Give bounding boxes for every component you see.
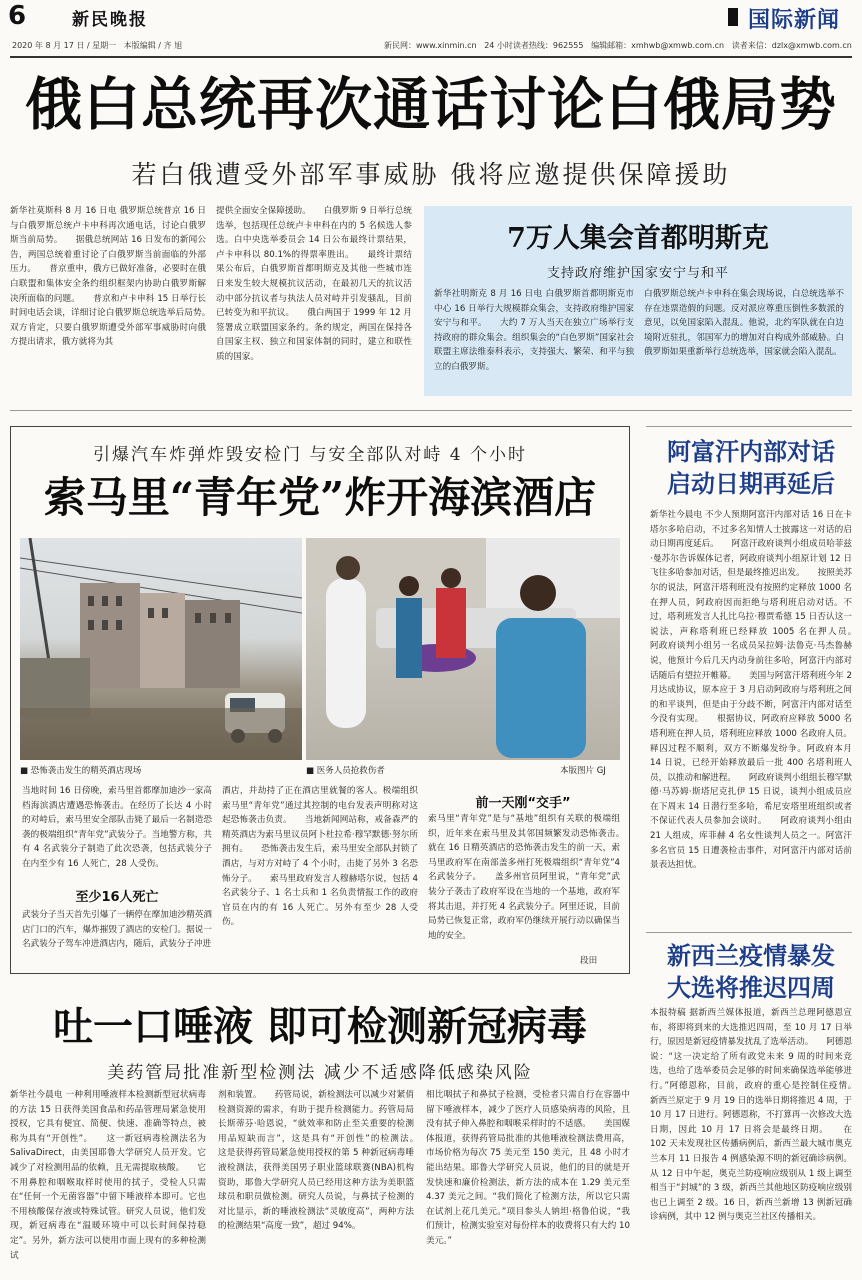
saliva-headline: 吐一口唾液 即可检测新冠病毒: [53, 1003, 587, 1050]
somalia-col3: 索马里“青年党”是与“基地”组织有关联的极端组织，近年来在索马里及其邻国频繁发动恐怖袭击。 就在 16 日精英酒店的恐怖袭击发生的前一天，索马里政府军在南部盖多州打死极端组织“青年党”4 名武装分子。 盖多州官员阿里说，“青年党”武装分子袭击了政府军设在当地的一个基地，政府军将其击退，并打死 4 名武装分子。阿里还说，目前局势已恢复正常，政府军仍继续开展行动以确保当地的安全。: [428, 814, 620, 941]
nz-article: 本报特稿 据新西兰媒体报道，新西兰总理阿德恩宣布，将即将到来的大选推迟四周，至 10 月 17 日举行，原因是新冠疫情暴发扰乱了选举活动。 阿德恩说：“这一决定给了所有政党未来 9 周的时间来竞选，也给了选举委员会足够的时间来确保选举能够进行。”阿德恩称，目前，政府的重心是控制住疫情。 新西兰原定于 9 月 19 日的选举日期将推迟 4 周，于 10 月 17 日进行。阿德恩称，不打算再一次修改大选日期，因此 10 月 17 日将会是最终日期。 在 102 天未发现社区传播病例后，新西兰最大城市奥克兰本月 11 日报告 4 例感染源不明的新冠确诊病例。从 12 日中午起，奥克兰防疫响应级别从 1 级上调至相当于“封城”的 3 级，新西兰其他地区防疫响应级别也已上调至 2 级。16 日，新西兰新增 13 例新冠确诊病例，其中 12 例与奥克兰社区传播相关。: [650, 1008, 852, 1223]
paper-name: 新民晚报: [72, 10, 148, 30]
section-divider-1: [10, 410, 852, 411]
afghan-top-rule: [646, 426, 852, 427]
date-line: 2020 年 8 月 17 日 / 星期一 本版编辑 / 齐 旭: [12, 41, 183, 50]
caption-hotel-scene: ■ 恐怖袭击发生的精英酒店现场: [20, 766, 142, 776]
subheadline-russia-belarus: 若白俄遭受外部军事威胁 俄将应邀提供保障援助: [131, 160, 731, 189]
somalia-kicker: 引爆汽车炸弹炸毁安检门 与安全部队对峙 4 个小时: [92, 445, 528, 465]
minsk-rally-subtitle: 支持政府维护国家安宁与和平: [546, 266, 729, 281]
minsk-rally-col1: 新华社明斯克 8 月 16 日电 白俄罗斯首都明斯克市中心 16 日举行大规模群众集会，支持政府维护国家安宁与和平。 大约 7 万人当天在独立广场举行支持政府的群众集会。组织集会的“白色罗斯”国家社会联盟主席法维泰科表示，支持强大、繁荣、和平与独立的白俄罗斯。: [434, 289, 634, 372]
article-russia-belarus-col2: 提供全面安全保障援助。 白俄罗斯 9 日举行总统选举，包括现任总统卢卡申科在内的 5 名候选人参选。白中央选举委员会 14 日公布最终计票结果，卢卡申科以 80.1%的得票率胜出。 最终计票结果公布后，白俄罗斯首都明斯克及其他一些城市连日来发生较大规模抗议活动，在最初几天的抗议活动中部分抗议者与执法人员对峙并引发骚乱，目前已转变为和平抗议。 俄白两国于 1999 年 12 月签署成立联盟国家条约。条约规定，两国在保持各自国家主权、独立和国家体制的同时，建立和联性质的国家。: [216, 206, 412, 362]
nz-headline: 新西兰疫情暴发大选将推迟四周: [667, 941, 835, 1002]
section-icon: [728, 8, 738, 26]
headline-russia-belarus: 俄白总统再次通话讨论白俄局势: [25, 71, 837, 138]
article-russia-belarus-col1: 新华社莫斯科 8 月 16 日电 俄罗斯总统普京 16 日与白俄罗斯总统卢卡申科再次通电话，讨论白俄罗斯当前局势。 据俄总统网站 16 日发布的新闻公告，两国总统着重讨论了白俄罗斯当前面临的外部压力。 普京重申，俄方已做好准备，必要时在俄白联盟和集体安全条约组织框架内协助白俄罗斯解决所面临的问题。 普京和卢卡申科 15 日举行长时间电话会谈，详细讨论白俄罗斯总统选举后局势。 双方肯定，只要白俄罗斯遭受外部军事威胁时向俄方提出请求，俄方就将为其: [10, 206, 206, 348]
afghan-headline: 阿富汗内部对话启动日期再延后: [667, 437, 835, 498]
somalia-col1-part2: 武装分子当天首先引爆了一辆停在摩加迪沙精英酒店门口的汽车，爆炸摧毁了酒店的安检门。据说一名武装分子驾车冲进酒店内，随后，武装分子冲进: [22, 910, 212, 950]
somalia-col2: 酒店，并劫持了正在酒店里就餐的客人。极端组织索马里“青年党”通过其控制的电台发表声明称对这起恐怖袭击负责。 当地新闻网站称，戒备森严的精英酒店为索马里议员阿卜杜拉希·穆罕默德·努尔所拥有。 恐怖袭击发生后，索马里安全部队封锁了酒店，与对方对峙了 4 个小时，击毙了另外 3 名恐怖分子。 索马里政府发言人穆赫塔尔说，包括 4 名武装分子、1 名士兵和 1 名负责情报工作的政府官员在内的有 16 人死亡。另外有至少 28 人受伤。: [222, 786, 418, 928]
caption-medics: ■ 医务人员抢救伤者: [306, 766, 385, 776]
minsk-rally-col2: 白俄罗斯总统卢卡申科在集会现场说，白总统选举不存在违票造假的问题。反对派应尊重压倒性多数派的意见，以免国家陷入混乱。他说，北约军队就在白边境附近驻扎，邻国军力的增加对白构成外部威胁。白俄罗斯如果重新举行总统选举，国家就会陷入混乱。: [644, 289, 844, 358]
page-number: 6: [8, 1, 27, 31]
photo-credit: 本版图片 GJ: [560, 766, 606, 776]
saliva-subheadline: 美药管局批准新型检测法 减少不适感降低感染风险: [107, 1063, 533, 1083]
minsk-rally-title: 7万人集会首都明斯克: [507, 223, 769, 254]
section-label: 国际新闻: [748, 8, 841, 33]
somalia-subhead-deaths: 至少16人死亡: [75, 890, 159, 905]
masthead-rule: [10, 56, 852, 58]
somalia-subhead-clash: 前一天刚“交手”: [475, 796, 571, 811]
somalia-headline: 索马里“青年党”炸开海滨酒店: [43, 473, 597, 522]
right-col-divider: [646, 932, 852, 933]
saliva-col3: 相比咽拭子和鼻拭子检测，受检者只需自行在容器中留下唾液样本，减少了医疗人员感染病毒的风险，且没有拭子伸入鼻腔和咽喉采样时的不适感。 美国媒体报道，获得药管局批准的其他唾液检测法费用高，市场价格为每次 75 美元至 150 美元，且 48 小时才能出结果。耶鲁大学研究人员说，他们的目的就是开发快速和廉价检测法，新方法的成本在 1.29 美元至 4.37 美元之间。“我们简化了检测方法，所以它只需在试剂上花几美元。”项目参头人钠坦·格鲁伯说，“我们预计，检测实验室对每份样本的收费将只有大约 10 美元。”: [426, 1090, 630, 1246]
contact-line: 新民网：www.xinmin.cn 24 小时读者热线：962555 编辑邮箱：xmhwb@xmwb.com.cn 读者来信：dzlx@xmwb.com.cn: [384, 41, 852, 50]
somalia-author: 段田: [580, 956, 598, 966]
medics-rescue-photo: [306, 538, 620, 760]
afghan-article: 新华社今晨电 不少人预期阿富汗内部对话 16 日在卡塔尔多哈启动，不过多名知情人士披露这一对话的启动日期再度延后。 阿富汗政府谈判小组成员哈菲兹·曼苏尔告诉媒体记者，阿政府谈判小组原计划 12 日飞往多哈参加对话，但是最终推迟出发。 按照美苏尔的说法，阿富汗塔利班没有按照约定释放 1000 名在押人员，阿政府因而拒绝与塔利班启动对话。不过，塔利班发言人扎比乌拉·穆贾希德 15 日否认这一说法，声称塔利班已经释放 1005 名在押人员。 阿政府谈判小组另一名成员呆拉姆·法鲁克·马杰鲁赫说，他预计今后几天内动身前往多哈，阿富汗内部对话随后有望拉开帷幕。 美国与阿富汗塔利班今年 2 月达成协议，原本应于 3 月启动阿政府与塔利班之间的和平谈判，但是由于分歧不断，阿富汗内部对话至今没有实现。 根据协议，阿政府应释放 5000 名塔利班在押人员，塔利班应释放 1000 名政府人员。释囚过程不顺利，双方不断爆发纷争。阿政府本月 14 日说，已经开始释放最后一批 400 名塔利班人员，以推动和解进程。 阿政府谈判小组组长穆罕默德·马苏姆·斯塔尼克扎伊 15 日说，谈判小组成员应在下周末 14 日潜行至多哈，希尼安塔里班组织或者不保证代表人员参加会谈时。 阿政府谈判小组由 21 人组成，库菲赫 4 名女性谈判人员之一。阿富汗多名官员 15 日遭袭检击事件，对阿富汗内部对话前景表达担忧。: [650, 510, 852, 871]
saliva-col1: 新华社今晨电 一种利用唾液样本检测新型冠状病毒的方法 15 日获得美国食品和药品管理局紧急使用授权，它具有便宜、简便、快速、准确等特点，被称为具有“开创性”。 这一新冠病毒检测法名为 SalivaDirect，由美国耶鲁大学研究人员开发。它减少了对检测用品的依赖，且无需提取核酸。 它不用鼻腔和咽喉取样时使用的拭子，受检人只需在“任何一个无菌容器”中留下唾液样本即可。它也不用核酸保存液或特殊试管。研究人员说，他们发现，新冠病毒在“温暖环境中可以长时间保持稳定”。另外，新方法可以使用市面上现有的多种检测试: [10, 1090, 206, 1261]
somalia-col1-part1: 当地时间 16 日傍晚，索马里首都摩加迪沙一家高档海滨酒店遭遇恐怖袭击。在经历了长达 4 小时的对峙后，索马里安全部队击毙了最后一名制造恐袭的极端组织“青年党”武装分子。当地警方称，共有 4 名武装分子制造了此次恐袭，包括武装分子在内至少有 16 人死亡，28 人受伤。: [22, 786, 212, 869]
hotel-scene-photo: [20, 538, 302, 760]
saliva-col2: 剂和装置。 药管局说，新检测法可以减少对紧俏检测资源的需求，有助于提升检测能力。药管局局长斯蒂芬·哈恩说，“就效率和防止至关重要的检测用品短缺而言”，这是具有“开创性”的检测法。 这是获得药管局紧急使用授权的第 5 种新冠病毒唾液检测法，获得美国男子职业篮球联赛(NBA)机构资助，耶鲁大学研究人员已经用这种方法为美职篮球员和职员做检测。研究人员说，与鼻拭子检测的对比显示，新的唾液检测法“灵敏度高”，两种方法的检测结果“高度一致”，超过 94%。: [218, 1090, 414, 1232]
